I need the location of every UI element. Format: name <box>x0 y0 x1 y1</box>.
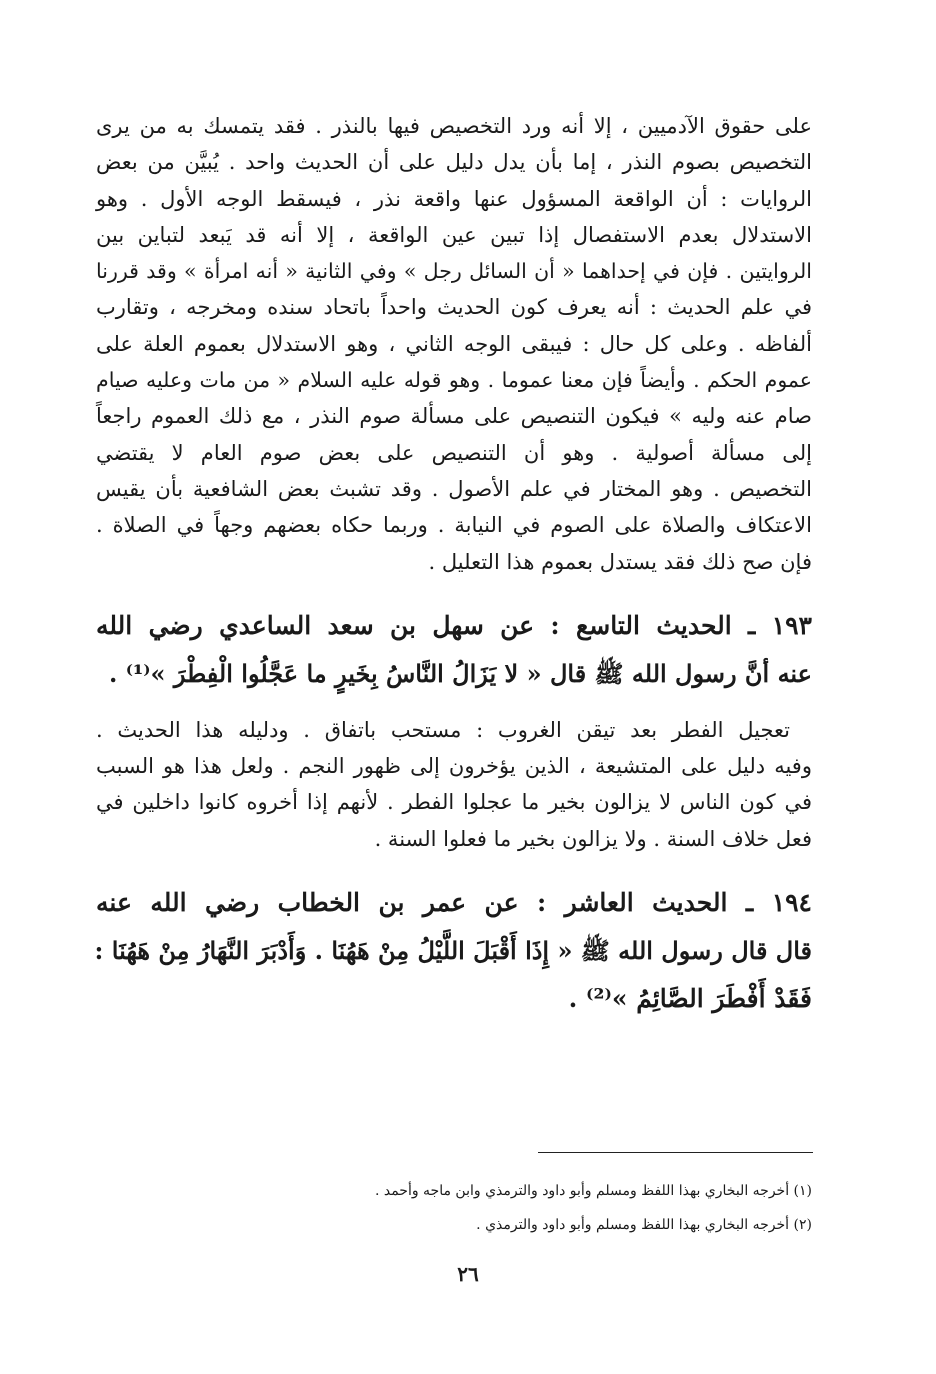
text-line: صام عنه وليه » فيكون التنصيص على مسألة صوم النذر ، مع ذلك العموم راجعاً <box>96 404 812 429</box>
hadith-line: فَقَدْ أَفْطَرَ الصَّائِمُ »⁽²⁾ . <box>568 984 812 1014</box>
text-line: التخصيص . وهو المختار في علم الأصول . وقد تشبث بعض الشافعية بأن يقيس <box>96 476 812 501</box>
text-line: في علم الحديث : أنه يعرف كون الحديث واحداً باتحاد سنده ومخرجه ، وتقارب <box>96 295 812 320</box>
text-line: وفيه دليل على المتشيعة ، الذين يؤخرون إلى ظهور النجم . ولعل هذا هو السبب <box>96 754 812 779</box>
hadith-194 <box>96 879 812 1023</box>
text-line: ألفاظه . وعلى كل حال : فيبقى الوجه الثاني ، وهو الاستدلال بعموم العلة على <box>96 331 812 356</box>
page-body <box>96 108 812 1023</box>
text-line: الروايات : أن الواقعة المسؤول عنها واقعة نذر ، فيسقط الوجه الأول . وهو <box>96 186 812 211</box>
text-line: الاعتكاف والصلاة على الصوم في النيابة . وربما حكاه بعضهم وجهاً في الصلاة . <box>96 513 812 538</box>
footnote-2: (٢) أخرجه البخاري بهذا اللفظ ومسلم وأبو داود والترمذي . <box>476 1217 812 1233</box>
hadith-line: عنه أنَّ رسول الله ﷺ قال « لا يَزَالُ النَّاسُ بِخَيرٍ ما عَجَّلُوا الْفِطْرَ »⁽¹⁾ . <box>108 658 812 688</box>
hadith-line: ١٩٣ ـ الحديث التاسع : عن سهل بن سعد الساعدي رضي الله <box>96 610 812 640</box>
body-paragraph <box>96 108 812 580</box>
footnote-1: (١) أخرجه البخاري بهذا اللفظ ومسلم وأبو داود والترمذي وابن ماجه وأحمد . <box>374 1183 812 1199</box>
text-line: الروايتين . فإن في إحداهما « أن السائل رجل » وفي الثانية « أنه امرأة » وقد قررنا <box>96 259 812 284</box>
text-line: فإن صح ذلك فقد يستدل بعموم هذا التعليل . <box>428 549 812 574</box>
footnotes <box>250 1174 812 1242</box>
text-line: على حقوق الآدميين ، إلا أنه ورد التخصيص فيها بالنذر . فقد يتمسك به من يرى <box>96 114 812 138</box>
text-line: تعجيل الفطر بعد تيقن الغروب : مستحب باتفاق . ودليله هذا الحديث . <box>96 717 790 742</box>
text-line: في كون الناس لا يزالون بخير ما عجلوا الفطر . لأنهم إذا أخروه كانوا داخلين في <box>96 790 812 815</box>
hadith-line: ١٩٤ ـ الحديث العاشر : عن عمر بن الخطاب رضي الله عنه <box>96 888 812 918</box>
text-line: فعل خلاف السنة . ولا يزالون بخير ما فعلوا السنة . <box>374 826 812 851</box>
hadith-193 <box>96 602 812 698</box>
text-line: عموم الحكم . وأيضاً فإن معنا عموما . وهو قوله عليه السلام « من مات وعليه صيام <box>96 368 812 393</box>
text-line: التخصيص بصوم النذر ، إما بأن يدل دليل على أن الحديث واحد . يُبيَّن من بعض <box>96 150 812 175</box>
text-line: الاستدلال بعدم الاستفصال إذا تبين عين الواقعة ، إلا أنه قد يَبعد لتباين بين <box>96 222 812 247</box>
footnote-divider <box>538 1152 813 1153</box>
hadith-line: قال قال رسول الله ﷺ « إِذَا أَقْبَلَ اللَّيْلُ مِنْ هَهُنَا . وَأَدْبَرَ النَّهَارُ مِنْ هَهُنَا : <box>94 936 812 966</box>
page-number: ٢٦ <box>457 1262 479 1286</box>
commentary-193 <box>96 712 812 857</box>
text-line: إلى مسألة أصولية . وهو أن التنصيص على بعض صوم العام لا يقتضي <box>96 440 812 465</box>
